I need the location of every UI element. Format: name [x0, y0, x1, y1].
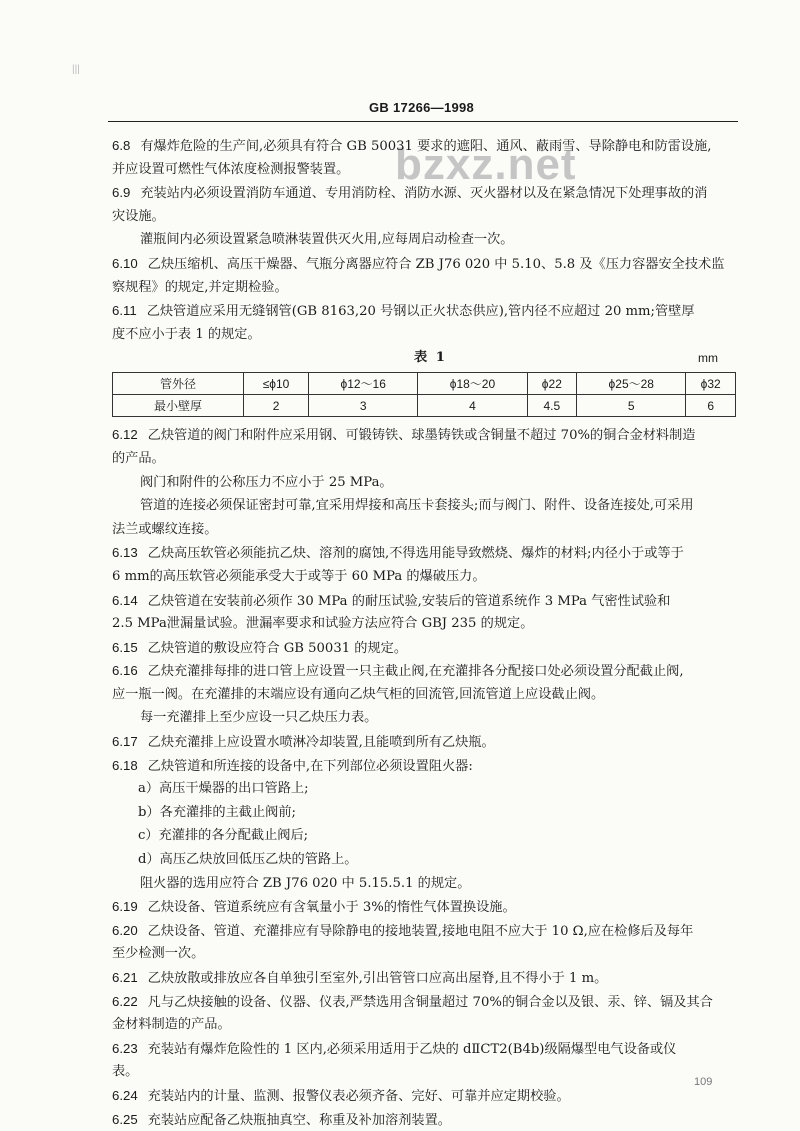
text-line	[112, 683, 740, 707]
text-line	[112, 1037, 740, 1061]
table-row	[113, 373, 736, 395]
table-caption-row	[112, 346, 740, 370]
line-text: 乙炔压缩机、高压干燥器、气瓶分离器应符合 ZB J76 020 中 5.10、5.8 及《压力容器安全技术监	[147, 256, 725, 272]
line-text: 凡与乙炔接触的设备、仪器、仪表,严禁选用含铜量超过 70%的铜合金以及银、汞、锌、镉及其合	[147, 994, 713, 1010]
line-text: c）充灌排的各分配截止阀后;	[138, 828, 309, 844]
table-cell: 4	[418, 395, 527, 417]
margin-mark: |||	[72, 64, 80, 75]
table-caption: 表 1	[414, 350, 447, 366]
line-text: 并应设置可燃性气体浓度检测报警装置。	[112, 161, 350, 177]
line-text: 阻火器的选用应符合 ZB J76 020 中 5.15.5.1 的规定。	[140, 875, 471, 891]
line-text: 乙炔设备、管道、充灌排应有导除静电的接地装置,接地电阻不应大于 10 Ω,应在检修后及每年	[147, 923, 694, 939]
table-cell: ϕ18～20	[418, 373, 527, 395]
text-line	[112, 252, 740, 276]
line-text: 乙炔管道在安装前必须作 30 MPa 的耐压试验,安装后的管道系统作 3 MPa 气密性试验和	[147, 593, 671, 609]
line-text: 至少检测一次。	[112, 946, 205, 962]
table-unit: mm	[698, 351, 718, 366]
section-number: 6.10	[112, 255, 138, 271]
line-text: 乙炔充灌排每排的进口管上应设置一只主截止阀,在充灌排各分配接口处必须设置分配截止阀,	[147, 664, 684, 680]
table-cell: 5	[577, 395, 686, 417]
table-cell: ≤ϕ10	[244, 373, 309, 395]
row-header-outer-diameter: 管外径	[113, 373, 244, 395]
section-number: 6.8	[112, 138, 131, 153]
text-line	[112, 228, 740, 252]
line-text: 充装站应配备乙炔瓶抽真空、称重及补加溶剂装置。	[147, 1112, 451, 1128]
section-number: 6.16	[112, 663, 138, 679]
text-line	[112, 824, 740, 848]
text-line	[112, 447, 740, 471]
line-text: 灌瓶间内必须设置紧急喷淋装置供灭火用,应每周启动检查一次。	[140, 232, 514, 248]
table-row	[113, 395, 736, 417]
text-line	[112, 730, 740, 754]
text-line	[112, 181, 740, 205]
text-line	[112, 801, 740, 825]
text-line	[112, 966, 740, 990]
text-line	[112, 276, 740, 300]
line-text: 应一瓶一阀。在充灌排的末端应设有通向乙炔气柜的回流管,回流管道上应设截止阀。	[112, 686, 605, 702]
section-number: 6.13	[112, 545, 138, 561]
section-number: 6.21	[112, 970, 138, 985]
text-line	[112, 754, 740, 778]
text-line	[112, 895, 740, 919]
text-line	[112, 205, 740, 229]
section-number: 6.22	[112, 993, 138, 1009]
text-line	[112, 299, 740, 323]
text-line	[112, 872, 740, 896]
line-text: 乙炔管道的阀门和附件应采用钢、可锻铸铁、球墨铸铁或含铜量不超过 70%的铜合金材料制造	[147, 428, 696, 444]
section-number: 6.17	[112, 734, 138, 750]
section-number: 6.19	[112, 899, 138, 915]
line-text: 乙炔充灌排上应设置水喷淋冷却装置,且能喷到所有乙炔瓶。	[147, 735, 495, 751]
table-cell: 3	[309, 395, 418, 417]
table-cell: ϕ12～16	[309, 373, 418, 395]
watermark: bzxz.net	[395, 140, 577, 189]
section-number: 6.18	[112, 757, 138, 773]
line-text: 乙炔放散或排放应各自单独引至室外,引出管管口应高出屋脊,且不得小于 1 m。	[147, 971, 608, 986]
line-text: 乙炔管道应采用无缝钢管(GB 8163,20 号钢以正火状态供应),管内径不应超过 20 mm;管壁厚	[146, 304, 695, 320]
paragraph-group-a	[112, 134, 740, 346]
line-text: 乙炔设备、管道系统应有含氧量小于 3%的惰性气体置换设施。	[147, 900, 516, 916]
text-line	[112, 919, 740, 943]
section-number: 6.15	[112, 639, 138, 655]
text-line	[112, 1060, 740, 1084]
text-line	[112, 423, 740, 447]
text-line	[112, 518, 740, 542]
line-text: d）高压乙炔放回低压乙炔的管路上。	[138, 852, 358, 868]
line-text: 每一充灌排上至少应设一只乙炔压力表。	[140, 710, 378, 726]
text-line	[112, 942, 740, 966]
table-cell: ϕ22	[527, 373, 577, 395]
text-line	[112, 323, 740, 347]
table-cell: ϕ25～28	[577, 373, 686, 395]
text-line	[112, 541, 740, 565]
standard-number-header: GB 17266—1998	[369, 100, 475, 115]
text-line	[112, 706, 740, 730]
section-number: 6.11	[112, 303, 137, 319]
line-text: 阀门和附件的公称压力不应小于 25 MPa。	[140, 474, 393, 490]
line-text: 乙炔管道和所连接的设备中,在下列部位必须设置阻火器:	[147, 758, 473, 774]
line-text: 乙炔高压软管必须能抗乙炔、溶剂的腐蚀,不得选用能导致燃烧、爆炸的材料;内径小于或等于	[147, 546, 684, 562]
text-line	[112, 659, 740, 683]
section-number: 6.25	[112, 1111, 138, 1127]
text-line	[112, 1084, 740, 1108]
wall-thickness-table	[112, 372, 736, 417]
text-line	[112, 1108, 740, 1131]
text-line	[112, 612, 740, 636]
text-line	[112, 565, 740, 589]
header-rule	[108, 121, 738, 122]
table-cell: 4.5	[527, 395, 577, 417]
section-number: 6.20	[112, 922, 138, 938]
line-text: 管道的连接必须保证密封可靠,宜采用焊接和高压卡套接头;而与阀门、附件、设备连接处,可采用	[140, 498, 694, 514]
row-header-min-wall: 最小壁厚	[113, 395, 244, 417]
document-body	[112, 134, 740, 1131]
line-text: 有爆炸危险的生产间,必须具有符合 GB 50031 要求的遮阳、通风、蔽雨雪、导除静电和防雷设施,	[140, 139, 712, 154]
line-text: 充装站有爆炸危险性的 1 区内,必须采用适用于乙炔的 dⅡCT2(B4b)级隔爆型电气设备或仪	[147, 1041, 677, 1057]
section-number: 6.24	[112, 1087, 138, 1103]
line-text: 表。	[112, 1064, 139, 1080]
line-text: 充装站内必须设置消防车通道、专用消防栓、消防水源、灭火器材以及在紧急情况下处理事故的消	[140, 186, 708, 202]
section-number: 6.14	[112, 592, 138, 608]
text-line	[112, 134, 740, 158]
line-text: 乙炔管道的敷设应符合 GB 50031 的规定。	[147, 640, 408, 656]
section-number: 6.23	[112, 1040, 138, 1056]
line-text: 2.5 MPa泄漏量试验。泄漏率要求和试验方法应符合 GBJ 235 的规定。	[112, 616, 534, 632]
page-number: 109	[694, 1076, 713, 1088]
text-line	[112, 471, 740, 495]
line-text: 金材料制造的产品。	[112, 1017, 231, 1033]
table-cell: 2	[244, 395, 309, 417]
text-line	[112, 777, 740, 801]
table-cell: ϕ32	[686, 373, 736, 395]
text-line	[112, 636, 740, 660]
paragraph-group-b	[112, 423, 740, 1131]
line-text: 度不应小于表 1 的规定。	[112, 326, 261, 342]
line-text: a）高压干燥器的出口管路上;	[138, 781, 309, 797]
line-text: 充装站内的计量、监测、报警仪表必须齐备、完好、可靠并应定期校验。	[147, 1088, 570, 1104]
line-text: 察规程》的规定,并定期检验。	[112, 279, 288, 295]
table-cell: 6	[686, 395, 736, 417]
text-line	[112, 158, 740, 182]
text-line	[112, 494, 740, 518]
section-number: 6.9	[112, 185, 131, 201]
line-text: 6 mm的高压软管必须能承受大于或等于 60 MPa 的爆破压力。	[112, 568, 486, 584]
text-line	[112, 1013, 740, 1037]
text-line	[112, 990, 740, 1014]
line-text: 的产品。	[112, 450, 165, 466]
text-line	[112, 848, 740, 872]
section-number: 6.12	[112, 427, 138, 443]
line-text: 灾设施。	[112, 208, 165, 224]
text-line	[112, 589, 740, 613]
line-text: 法兰或螺纹连接。	[112, 521, 218, 537]
line-text: b）各充灌排的主截止阀前;	[138, 804, 296, 820]
